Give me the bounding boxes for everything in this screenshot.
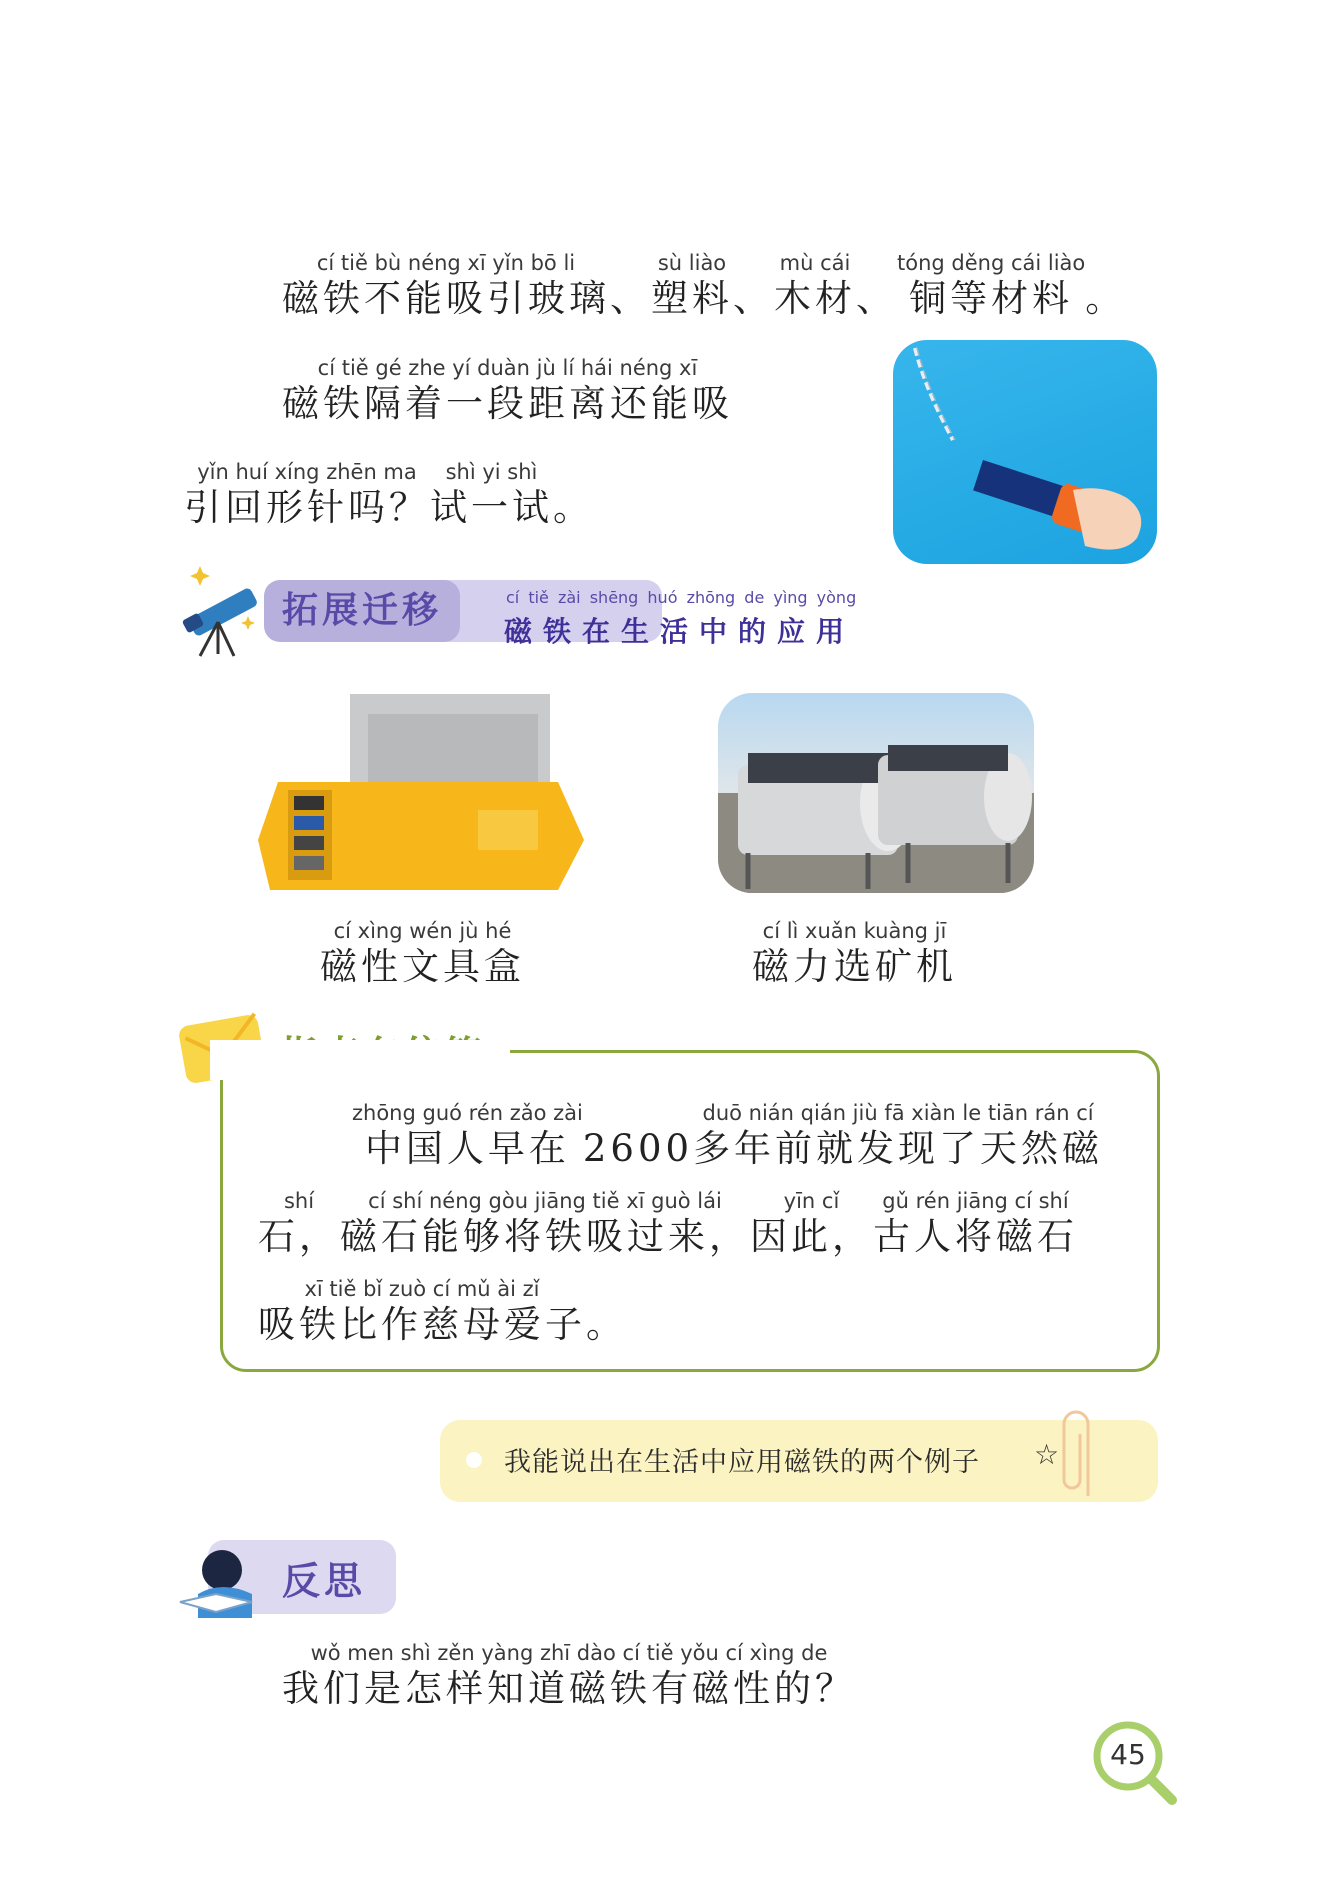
reflection-question	[282, 1640, 856, 1712]
extension-subtitle: 磁铁在生活中的应用	[504, 615, 856, 648]
hanzi: 试一试	[430, 486, 553, 529]
intro-line-3	[184, 459, 594, 531]
pinyin: zhōng guó rén zǎo zài	[352, 1101, 583, 1125]
hanzi: 引回形针吗？	[184, 486, 430, 529]
telescope-icon	[178, 558, 268, 658]
page-number-badge	[1090, 1718, 1180, 1808]
reflection-banner	[178, 1540, 398, 1620]
extension-banner	[178, 558, 908, 658]
hanzi: 。	[586, 1303, 627, 1346]
hanzi: 磁铁不能吸引玻璃	[282, 277, 610, 320]
ruby-unit	[258, 1276, 586, 1348]
ruby-unit	[184, 459, 430, 531]
ruby-unit	[586, 1276, 627, 1348]
ruby-unit	[352, 1100, 583, 1172]
pinyin: xī tiě bǐ zuò cí mǔ ài zǐ	[304, 1277, 540, 1301]
pinyin: cí xìng wén jù hé	[333, 919, 512, 943]
ruby-unit	[774, 250, 856, 322]
page-number: 45	[1110, 1738, 1146, 1771]
hanzi: 、	[610, 277, 651, 320]
reading-child-icon	[178, 1544, 258, 1620]
pinyin: mù cái	[779, 251, 851, 275]
hanzi: 、	[733, 277, 774, 320]
ruby-unit	[553, 459, 594, 531]
hanzi: 。	[1085, 277, 1127, 320]
ruby-unit	[873, 1188, 1078, 1260]
hanzi: 磁铁隔着一段距离还能吸	[282, 382, 733, 425]
pinyin: yīn cǐ	[783, 1189, 840, 1213]
mailbox-line-1	[352, 1100, 1103, 1172]
hanzi: 。	[553, 486, 594, 529]
ruby-unit	[430, 459, 553, 531]
ruby-unit	[340, 1188, 750, 1260]
example-caption-2	[752, 918, 957, 990]
pinyin: tóng děng cái liào	[897, 251, 1086, 275]
mailbox-line-3	[258, 1276, 627, 1348]
pinyin: yǐn huí xíng zhēn ma	[197, 460, 417, 484]
pinyin: cí tiě gé zhe yí duàn jù lí hái néng xī	[317, 356, 698, 380]
paperclip-icon	[1058, 1406, 1104, 1502]
hanzi: 木材	[774, 277, 856, 320]
hanzi: 多年前就发现了天然磁	[693, 1127, 1104, 1170]
ruby-unit	[1085, 250, 1126, 322]
hanzi: 磁性文具盒	[320, 945, 525, 988]
ruby-unit	[282, 355, 733, 427]
pinyin: cí shí néng gòu jiāng tiě xī guò lái	[368, 1189, 722, 1213]
magnet-paperclip-photo	[893, 340, 1157, 564]
ruby-unit	[282, 1640, 856, 1712]
reflection-title: 反思	[282, 1559, 367, 1603]
example-caption-1	[320, 918, 525, 990]
ruby-unit	[733, 250, 774, 322]
pinyin: shì yi shì	[445, 460, 538, 484]
hanzi: 因此，	[750, 1215, 873, 1258]
extension-subtitle-pinyin: cí tiě zài shēng huó zhōng de yìng yòng	[506, 588, 857, 607]
mailbox-line-2	[258, 1188, 1078, 1260]
hanzi: 吸铁比作慈母爱子	[258, 1303, 586, 1346]
ruby-unit	[258, 1188, 340, 1260]
ruby-unit	[752, 918, 957, 990]
pinyin: cí lì xuǎn kuàng jī	[762, 919, 947, 943]
ruby-unit	[320, 918, 525, 990]
self-check-text: 我能说出在生活中应用磁铁的两个例子	[504, 1447, 980, 1478]
magnetic-pencil-box-photo	[258, 690, 584, 890]
intro-line-1	[282, 250, 1126, 322]
hanzi: 磁石能够将铁吸过来，	[340, 1215, 750, 1258]
hanzi: 石，	[258, 1215, 340, 1258]
pinyin: duō nián qián jiù fā xiàn le tiān rán cí	[702, 1101, 1094, 1125]
hanzi: 2600	[582, 1127, 694, 1170]
hanzi: 古人将磁石	[873, 1215, 1078, 1258]
pinyin: gǔ rén jiāng cí shí	[882, 1189, 1069, 1213]
self-check-star[interactable]: ☆	[1034, 1438, 1060, 1471]
hanzi: 我们是怎样知道磁铁有磁性的？	[282, 1667, 856, 1710]
ruby-unit	[750, 1188, 873, 1260]
ruby-unit	[583, 1100, 693, 1172]
ruby-unit	[282, 250, 610, 322]
ruby-unit	[856, 250, 897, 322]
hanzi: 塑料	[651, 277, 733, 320]
magnetic-separator-photo	[718, 693, 1034, 893]
pinyin: shí	[283, 1189, 315, 1213]
hanzi: 磁力选矿机	[752, 945, 957, 988]
pinyin: cí tiě bù néng xī yǐn bō li	[316, 251, 576, 275]
hanzi: 中国人早在	[364, 1127, 570, 1170]
intro-line-2	[282, 355, 733, 427]
self-check	[440, 1420, 1158, 1502]
ruby-unit	[610, 250, 651, 322]
pinyin: wǒ men shì zěn yàng zhī dào cí tiě yǒu cí xìng de	[310, 1641, 828, 1665]
ruby-unit	[693, 1100, 1103, 1172]
bullet-dot	[466, 1452, 482, 1468]
ruby-unit	[651, 250, 733, 322]
ruby-unit	[897, 250, 1085, 322]
hanzi: 、	[856, 277, 897, 320]
hanzi: 铜等材料	[909, 277, 1074, 320]
extension-title: 拓展迁移	[264, 580, 460, 642]
pinyin: sù liào	[657, 251, 727, 275]
